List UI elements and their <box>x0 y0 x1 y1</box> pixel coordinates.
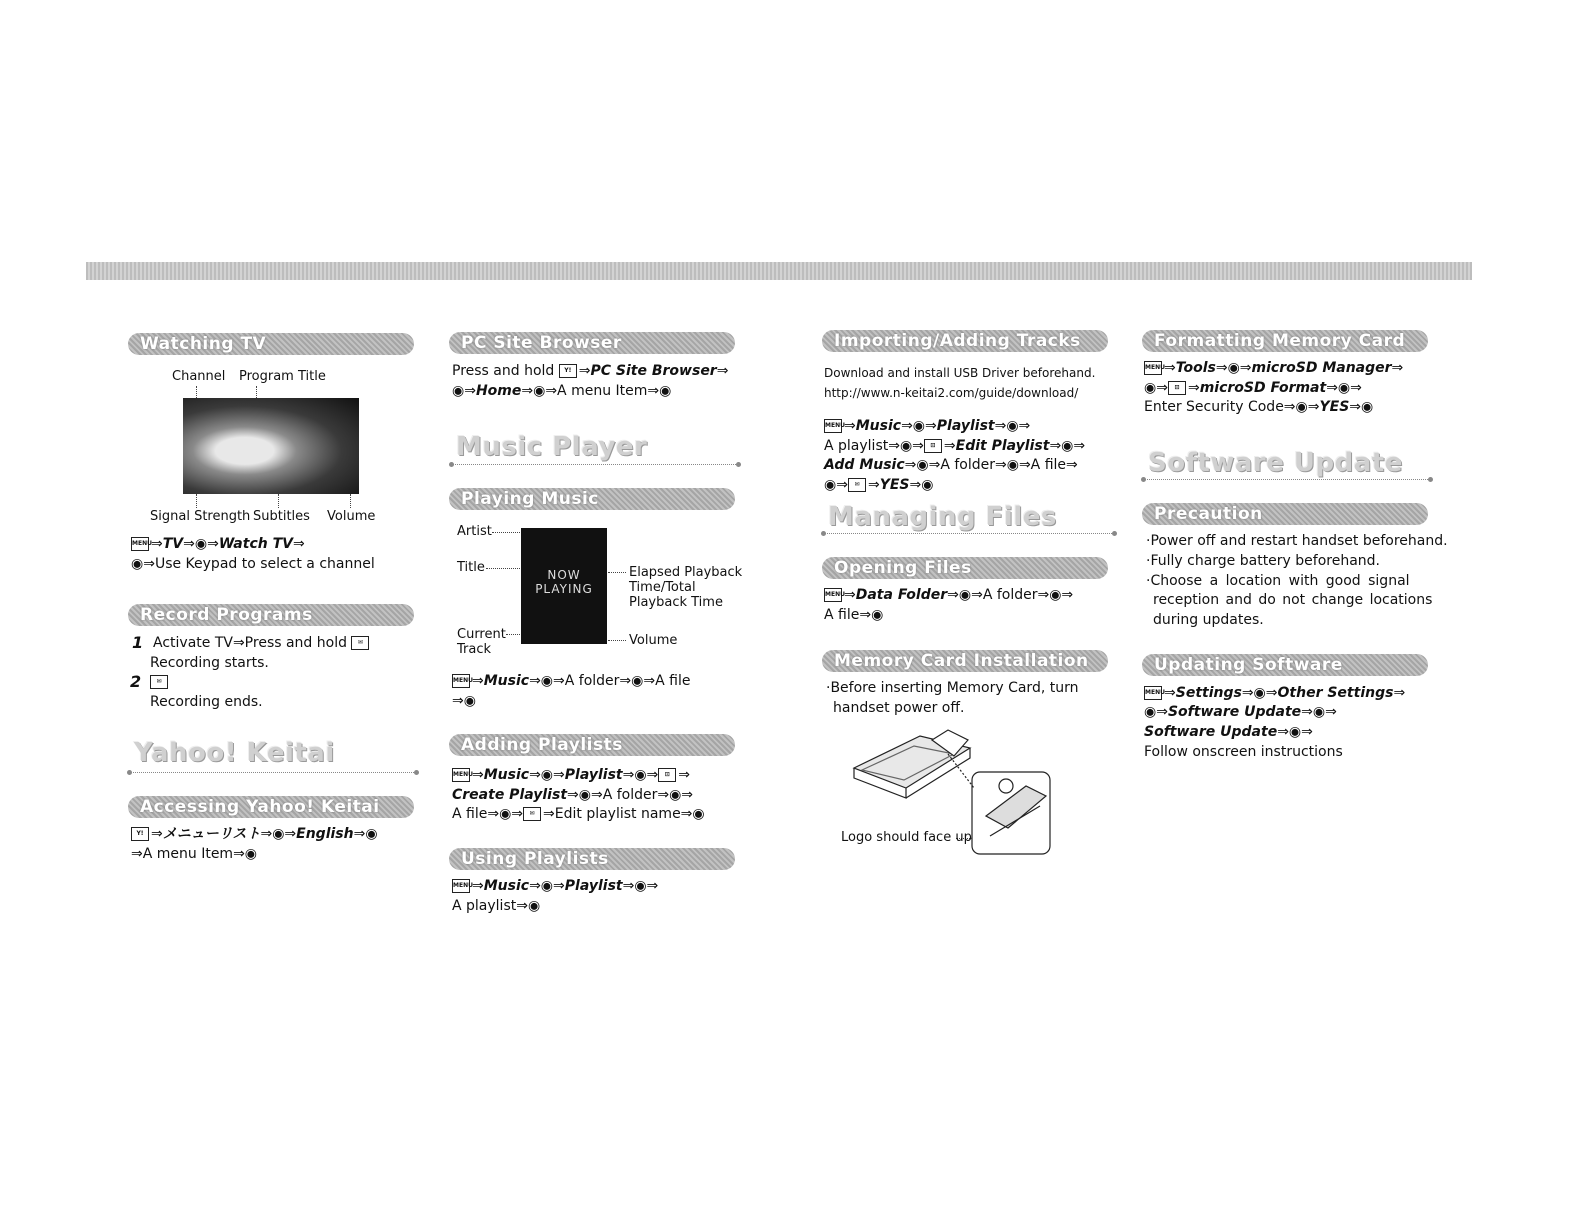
importing-line-2: A playlist⇒◉⇒ ⊡ ⇒Edit Playlist⇒◉⇒ <box>824 438 1086 454</box>
elapsed-time-label-2: Time/Total <box>629 580 696 595</box>
menu-key-icon: MENU <box>1144 686 1162 700</box>
importing-line-3: Add Music⇒◉⇒A folder⇒◉⇒A file⇒ <box>824 457 1078 473</box>
pc-site-line-1: Press and hold Y! ⇒PC Site Browser⇒ <box>452 363 729 379</box>
memory-install-line-1: ·Before inserting Memory Card, turn <box>826 680 1079 696</box>
formatting-line-3: Enter Security Code⇒◉⇒YES⇒◉ <box>1144 399 1374 415</box>
leader-line <box>608 572 626 573</box>
section-divider <box>130 772 416 773</box>
using-line-1: MENU⇒Music⇒◉⇒Playlist⇒◉⇒ <box>453 878 659 894</box>
precaution-item-2: ·Fully charge battery beforehand. <box>1146 553 1381 569</box>
mail-key-icon: ✉ <box>150 675 168 689</box>
record-programs-header: Record Programs <box>128 604 414 626</box>
program-title-label: Program Title <box>239 369 326 384</box>
current-track-label-1: Current <box>457 627 506 642</box>
watching-tv-header: Watching TV <box>128 333 414 355</box>
channel-label: Channel <box>172 369 226 384</box>
updating-line-1: MENU⇒Settings⇒◉⇒Other Settings⇒ <box>1145 685 1406 701</box>
artist-label: Artist <box>457 524 492 539</box>
adding-playlists-header: Adding Playlists <box>449 734 735 756</box>
leader-line <box>278 494 279 508</box>
leader-line <box>256 386 257 398</box>
precaution-item-3-end: during updates. <box>1153 612 1264 628</box>
yahoo-keitai-title: Yahoo! Keitai <box>134 738 335 768</box>
leader-line <box>486 568 520 569</box>
importing-tracks-header: Importing/Adding Tracks <box>822 330 1108 352</box>
record-step-1-result: Recording starts. <box>150 655 269 671</box>
section-divider <box>824 533 1114 534</box>
top-decorative-band <box>86 262 1472 280</box>
title-label: Title <box>457 560 485 575</box>
elapsed-time-label-1: Elapsed Playback <box>629 565 743 580</box>
mail-key-icon: ✉ <box>523 807 541 821</box>
precaution-item-3: ·Choose a location with good signal <box>1146 573 1410 589</box>
section-divider <box>452 464 738 465</box>
leader-line <box>608 640 626 641</box>
updating-software-header: Updating Software <box>1142 654 1428 676</box>
software-update-title: Software Update <box>1148 448 1403 478</box>
menu-key-icon: MENU <box>452 879 470 893</box>
updating-line-3: Software Update⇒◉⇒ <box>1144 724 1313 740</box>
using-playlists-header: Using Playlists <box>449 848 735 870</box>
opening-files-line-2: A file⇒◉ <box>824 607 884 623</box>
soft-key-icon: ⊡ <box>658 768 676 782</box>
signal-strength-label: Signal Strength <box>150 509 251 524</box>
memory-card-installation-header: Memory Card Installation <box>822 650 1108 672</box>
importing-line-4: ◉⇒ ✉ ⇒YES⇒◉ <box>824 477 934 493</box>
yahoo-key-icon: Y! <box>131 827 149 841</box>
yahoo-key-icon: Y! <box>559 364 577 378</box>
usb-driver-note: Download and install USB Driver beforehand. <box>824 366 1096 380</box>
logo-face-up-label: Logo should face up <box>841 830 972 845</box>
adding-line-1: MENU⇒Music⇒◉⇒Playlist⇒◉⇒ ⊡ ⇒ <box>453 767 691 783</box>
menu-key-icon: MENU <box>452 674 470 688</box>
using-line-2: A playlist⇒◉ <box>452 898 541 914</box>
subtitles-label: Subtitles <box>253 509 310 524</box>
adding-line-3: A file⇒◉⇒ ✉ ⇒Edit playlist name⇒◉ <box>452 806 705 822</box>
precaution-header: Precaution <box>1142 503 1428 525</box>
adding-line-2: Create Playlist⇒◉⇒A folder⇒◉⇒ <box>452 787 694 803</box>
section-divider <box>1144 479 1430 480</box>
precaution-item-3-cont: reception and do not change locations <box>1153 592 1433 608</box>
leader-line <box>506 634 520 635</box>
volume-label: Volume <box>327 509 376 524</box>
yahoo-line-1: Y! ⇒メニューリスト⇒◉⇒English⇒◉ <box>131 825 378 843</box>
record-step-2 <box>150 673 170 691</box>
leader-line <box>196 494 197 508</box>
menu-key-icon: MENU <box>824 419 842 433</box>
memory-install-line-2: handset power off. <box>833 700 965 716</box>
step-1-number: 1 <box>132 633 144 652</box>
updating-line-4: Follow onscreen instructions <box>1144 744 1343 760</box>
soft-key-icon: ⊡ <box>924 439 942 453</box>
pc-site-browser-header: PC Site Browser <box>449 332 735 354</box>
current-track-label-2: Track <box>457 642 492 657</box>
opening-files-line-1: MENU⇒Data Folder⇒◉⇒A folder⇒◉⇒ <box>825 587 1074 603</box>
watch-tv-line-1: MENU⇒TV⇒◉⇒Watch TV⇒ <box>132 536 305 552</box>
managing-files-title: Managing Files <box>828 502 1057 532</box>
menu-key-icon: MENU <box>452 768 470 782</box>
music-player-title: Music Player <box>456 432 648 462</box>
leader-line <box>350 494 351 508</box>
leader-line <box>492 532 520 533</box>
elapsed-time-label-3: Playback Time <box>629 595 723 610</box>
playing-music-line-1: MENU⇒Music⇒◉⇒A folder⇒◉⇒A file <box>453 673 691 689</box>
leader-line <box>196 386 197 398</box>
watch-tv-line-2: ◉⇒Use Keypad to select a channel <box>131 556 375 572</box>
playing-music-line-2: ⇒◉ <box>452 693 476 709</box>
tv-screen-image <box>183 398 359 494</box>
formatting-line-1: MENU⇒Tools⇒◉⇒microSD Manager⇒ <box>1145 360 1404 376</box>
opening-files-header: Opening Files <box>822 557 1108 579</box>
importing-line-1: MENU⇒Music⇒◉⇒Playlist⇒◉⇒ <box>825 418 1031 434</box>
volume-label: Volume <box>629 633 678 648</box>
mail-key-icon: ✉ <box>848 478 866 492</box>
menu-key-icon: MENU <box>1144 361 1162 375</box>
updating-line-2: ◉⇒Software Update⇒◉⇒ <box>1144 704 1337 720</box>
mail-key-icon: ✉ <box>351 636 369 650</box>
soft-key-icon: ⊡ <box>1168 381 1186 395</box>
formatting-memory-card-header: Formatting Memory Card <box>1142 330 1428 352</box>
record-step-1: Activate TV⇒Press and hold ✉ <box>153 634 371 652</box>
record-step-2-result: Recording ends. <box>150 694 263 710</box>
precaution-item-1: ·Power off and restart handset beforehand. <box>1146 533 1448 549</box>
music-player-screen: NOW PLAYING <box>521 528 607 644</box>
pc-site-line-2: ◉⇒Home⇒◉⇒A menu Item⇒◉ <box>452 383 672 399</box>
step-2-number: 2 <box>130 672 142 691</box>
download-url: http://www.n-keitai2.com/guide/download/ <box>824 386 1079 400</box>
menu-key-icon: MENU <box>824 588 842 602</box>
accessing-yahoo-header: Accessing Yahoo! Keitai <box>128 796 414 818</box>
formatting-line-2: ◉⇒ ⊡ ⇒microSD Format⇒◉⇒ <box>1144 380 1362 396</box>
yahoo-line-2: ⇒A menu Item⇒◉ <box>131 846 258 862</box>
playing-music-header: Playing Music <box>449 488 735 510</box>
menu-key-icon: MENU <box>131 537 149 551</box>
